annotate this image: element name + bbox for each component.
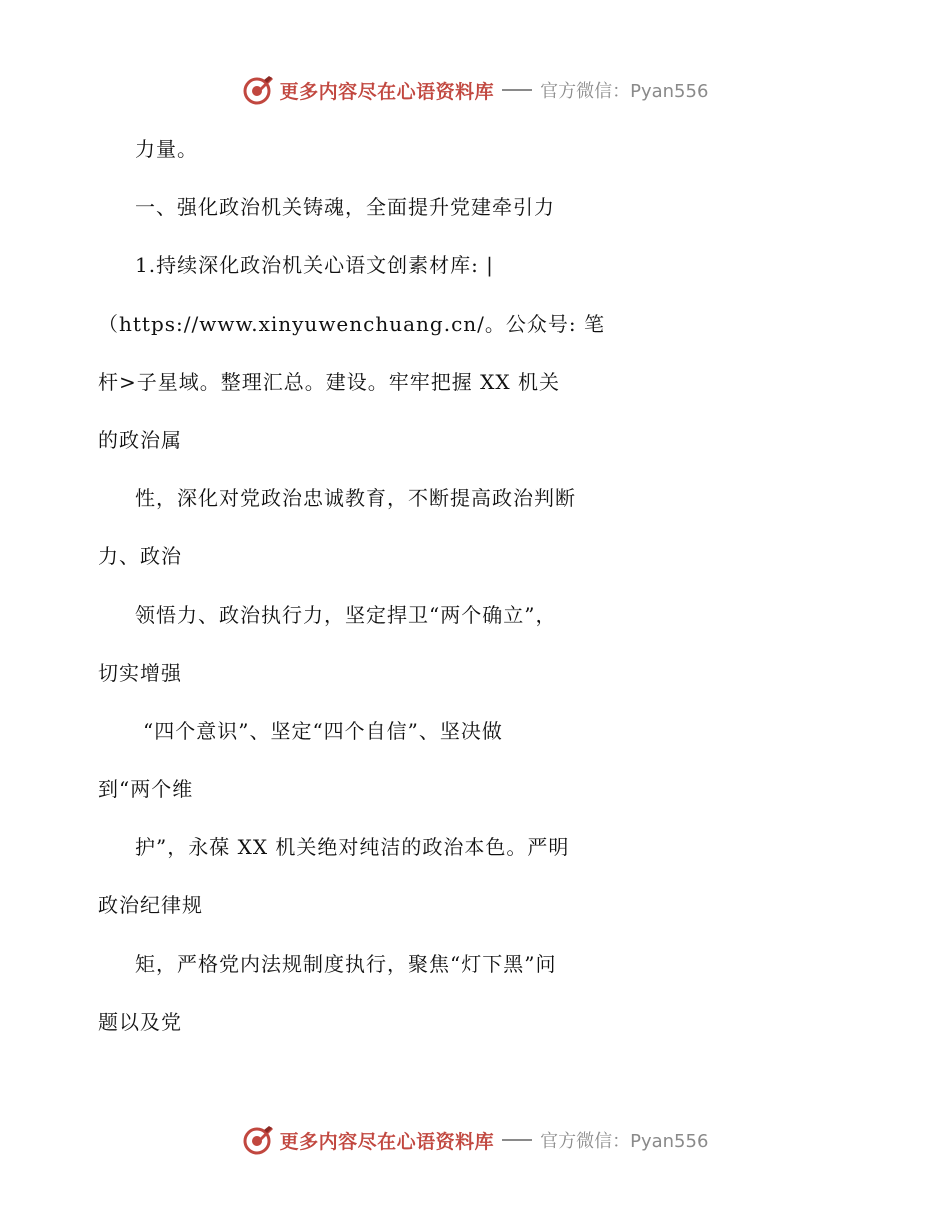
document-body	[98, 120, 858, 1051]
section-heading: 一、强化政治机关铸魂，全面提升党建牵引力	[135, 195, 555, 220]
text-line: 性，深化对党政治忠诚教育，不断提高政治判断	[135, 486, 576, 511]
text-line: 护”，永葆 XX 机关绝对纯洁的政治本色。严明	[135, 835, 570, 860]
banner-wechat-text: 官方微信：Pyan556	[540, 1131, 709, 1152]
quill-logo-icon	[242, 1124, 274, 1156]
banner-main-text: 更多内容尽在心语资料库	[279, 80, 495, 103]
text-line: 政治纪律规	[98, 893, 203, 918]
text-line: 杆>子星域。整理汇总。建设。牢牢把握 XX 机关	[98, 369, 560, 394]
text-line: 的政治属	[98, 427, 182, 452]
text-line: 领悟力、政治执行力，坚定捍卫“两个确立”，	[135, 602, 557, 627]
text-line: 矩，严格党内法规制度执行，聚焦“灯下黑”问	[135, 951, 557, 976]
quill-logo-icon	[242, 74, 274, 106]
banner-dash	[502, 89, 532, 91]
text-line: 力量。	[135, 137, 198, 161]
banner-content	[242, 74, 709, 106]
text-line: （https://www.xinyuwenchuang.cn/。公众号: 笔	[98, 311, 605, 336]
text-line: 到“两个维	[98, 777, 194, 802]
footer-watermark-banner	[0, 1120, 950, 1160]
header-watermark-banner	[0, 70, 950, 110]
banner-main-text: 更多内容尽在心语资料库	[279, 1130, 495, 1153]
text-line: 1.持续深化政治机关心语文创素材库: |	[135, 253, 494, 278]
text-line: 力、政治	[98, 544, 182, 569]
text-line: 题以及党	[98, 1009, 182, 1034]
banner-dash	[502, 1139, 532, 1141]
banner-wechat-text: 官方微信：Pyan556	[540, 81, 709, 102]
text-line: 切实增强	[98, 660, 182, 685]
text-line: “四个意识”、坚定“四个自信”、坚决做	[143, 718, 503, 743]
banner-content	[242, 1124, 709, 1156]
